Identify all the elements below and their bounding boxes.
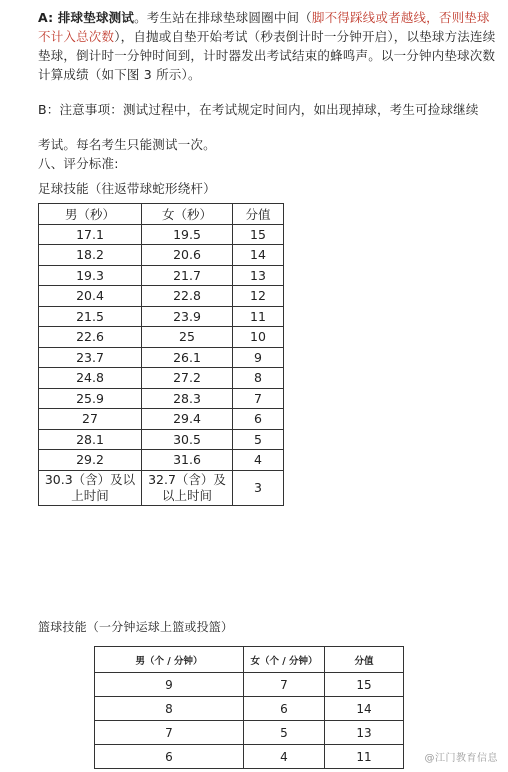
score-cell: 10 [233, 327, 284, 348]
male-cell: 28.1 [39, 429, 142, 450]
score-cell: 6 [233, 409, 284, 430]
score-cell: 14 [233, 245, 284, 266]
section-b-line-2: 考试。每名考生只能测试一次。 [38, 137, 216, 152]
score-cell: 8 [233, 368, 284, 389]
female-cell: 29.4 [142, 409, 233, 430]
section-a-red-note: 脚不得踩线或者越线，否则垫球不计入总次数 [38, 10, 490, 44]
female-cell: 27.2 [142, 368, 233, 389]
score-cell-last: 3 [233, 470, 284, 505]
basketball-score-table [94, 646, 404, 769]
table-header-row [95, 647, 404, 673]
basketball-title: 篮球技能（一分钟运球上篮或投篮） [38, 620, 234, 634]
male-cell: 29.2 [39, 450, 142, 471]
header-male: 男（秒） [39, 204, 142, 225]
table-row [39, 347, 284, 368]
section-a-paragraph [38, 8, 496, 84]
female-cell: 26.1 [142, 347, 233, 368]
soccer-title: 足球技能（往返带球蛇形绕杆） [38, 181, 216, 196]
female-cell: 22.8 [142, 286, 233, 307]
female-cell: 21.7 [142, 265, 233, 286]
score-cell: 11 [233, 306, 284, 327]
section-a-text-1: 。考生站在排球垫球圆圈中间（ [134, 10, 312, 25]
female-last-line-1: 32.7（含）及 [148, 471, 226, 487]
male-cell: 18.2 [39, 245, 142, 266]
section-8-heading: 八、评分标准: [38, 156, 119, 171]
female-last-line-2: 以上时间 [161, 487, 212, 503]
header-male: 男（个 / 分钟） [95, 647, 244, 673]
male-last-line-2: 上时间 [71, 487, 109, 503]
female-cell: 6 [244, 697, 325, 721]
male-cell: 9 [95, 673, 244, 697]
soccer-score-table [38, 203, 284, 506]
male-cell: 23.7 [39, 347, 142, 368]
table-row [39, 306, 284, 327]
score-cell: 9 [233, 347, 284, 368]
male-cell: 25.9 [39, 388, 142, 409]
score-cell: 13 [325, 721, 404, 745]
male-cell: 8 [95, 697, 244, 721]
table-row [39, 265, 284, 286]
table-row [95, 697, 404, 721]
section-a-text-2: ），自抛或自垫开始考试（秒表倒计时一分钟开启），以垫球方法连续垫球，倒计时一分钟时间到，计时器发出考试结束的蜂鸣声。以一分钟内垫球次数计算成绩（如下图 3 所示）。 [38, 29, 496, 82]
male-cell: 24.8 [39, 368, 142, 389]
female-cell: 4 [244, 745, 325, 769]
score-cell: 11 [325, 745, 404, 769]
section-a-prefix: A: [38, 10, 58, 25]
female-cell: 23.9 [142, 306, 233, 327]
female-cell-last [142, 470, 233, 505]
male-cell: 21.5 [39, 306, 142, 327]
score-cell: 7 [233, 388, 284, 409]
table-row-last [39, 470, 284, 505]
table-row [39, 409, 284, 430]
female-cell: 31.6 [142, 450, 233, 471]
table-header-row [39, 204, 284, 225]
table-row [95, 745, 404, 769]
female-cell: 20.6 [142, 245, 233, 266]
table-row [39, 429, 284, 450]
table-row [39, 368, 284, 389]
female-cell: 28.3 [142, 388, 233, 409]
table-row [39, 286, 284, 307]
header-female: 女（个 / 分钟） [244, 647, 325, 673]
male-cell: 20.4 [39, 286, 142, 307]
score-cell: 13 [233, 265, 284, 286]
watermark-text: @江门教育信息 [424, 753, 498, 764]
header-score: 分值 [325, 647, 404, 673]
male-cell: 27 [39, 409, 142, 430]
male-cell: 17.1 [39, 224, 142, 245]
table-row [39, 245, 284, 266]
table-row [39, 450, 284, 471]
male-cell: 7 [95, 721, 244, 745]
score-cell: 14 [325, 697, 404, 721]
header-female: 女（秒） [142, 204, 233, 225]
male-cell: 19.3 [39, 265, 142, 286]
header-score: 分值 [233, 204, 284, 225]
table-row [39, 388, 284, 409]
male-cell-last [39, 470, 142, 505]
score-cell: 15 [325, 673, 404, 697]
female-cell: 5 [244, 721, 325, 745]
table-row [39, 224, 284, 245]
score-cell: 15 [233, 224, 284, 245]
female-cell: 7 [244, 673, 325, 697]
score-cell: 4 [233, 450, 284, 471]
male-cell: 22.6 [39, 327, 142, 348]
section-a-title: 排球垫球测试 [57, 10, 135, 25]
section-b-line-1: B：注意事项：测试过程中，在考试规定时间内，如出现掉球，考生可捡球继续 [38, 102, 479, 117]
female-cell: 19.5 [142, 224, 233, 245]
table-row [95, 721, 404, 745]
male-cell: 6 [95, 745, 244, 769]
table-row [39, 327, 284, 348]
score-cell: 5 [233, 429, 284, 450]
female-cell: 25 [142, 327, 233, 348]
male-last-line-1: 30.3（含）及以 [44, 471, 136, 487]
table-row [95, 673, 404, 697]
score-cell: 12 [233, 286, 284, 307]
female-cell: 30.5 [142, 429, 233, 450]
